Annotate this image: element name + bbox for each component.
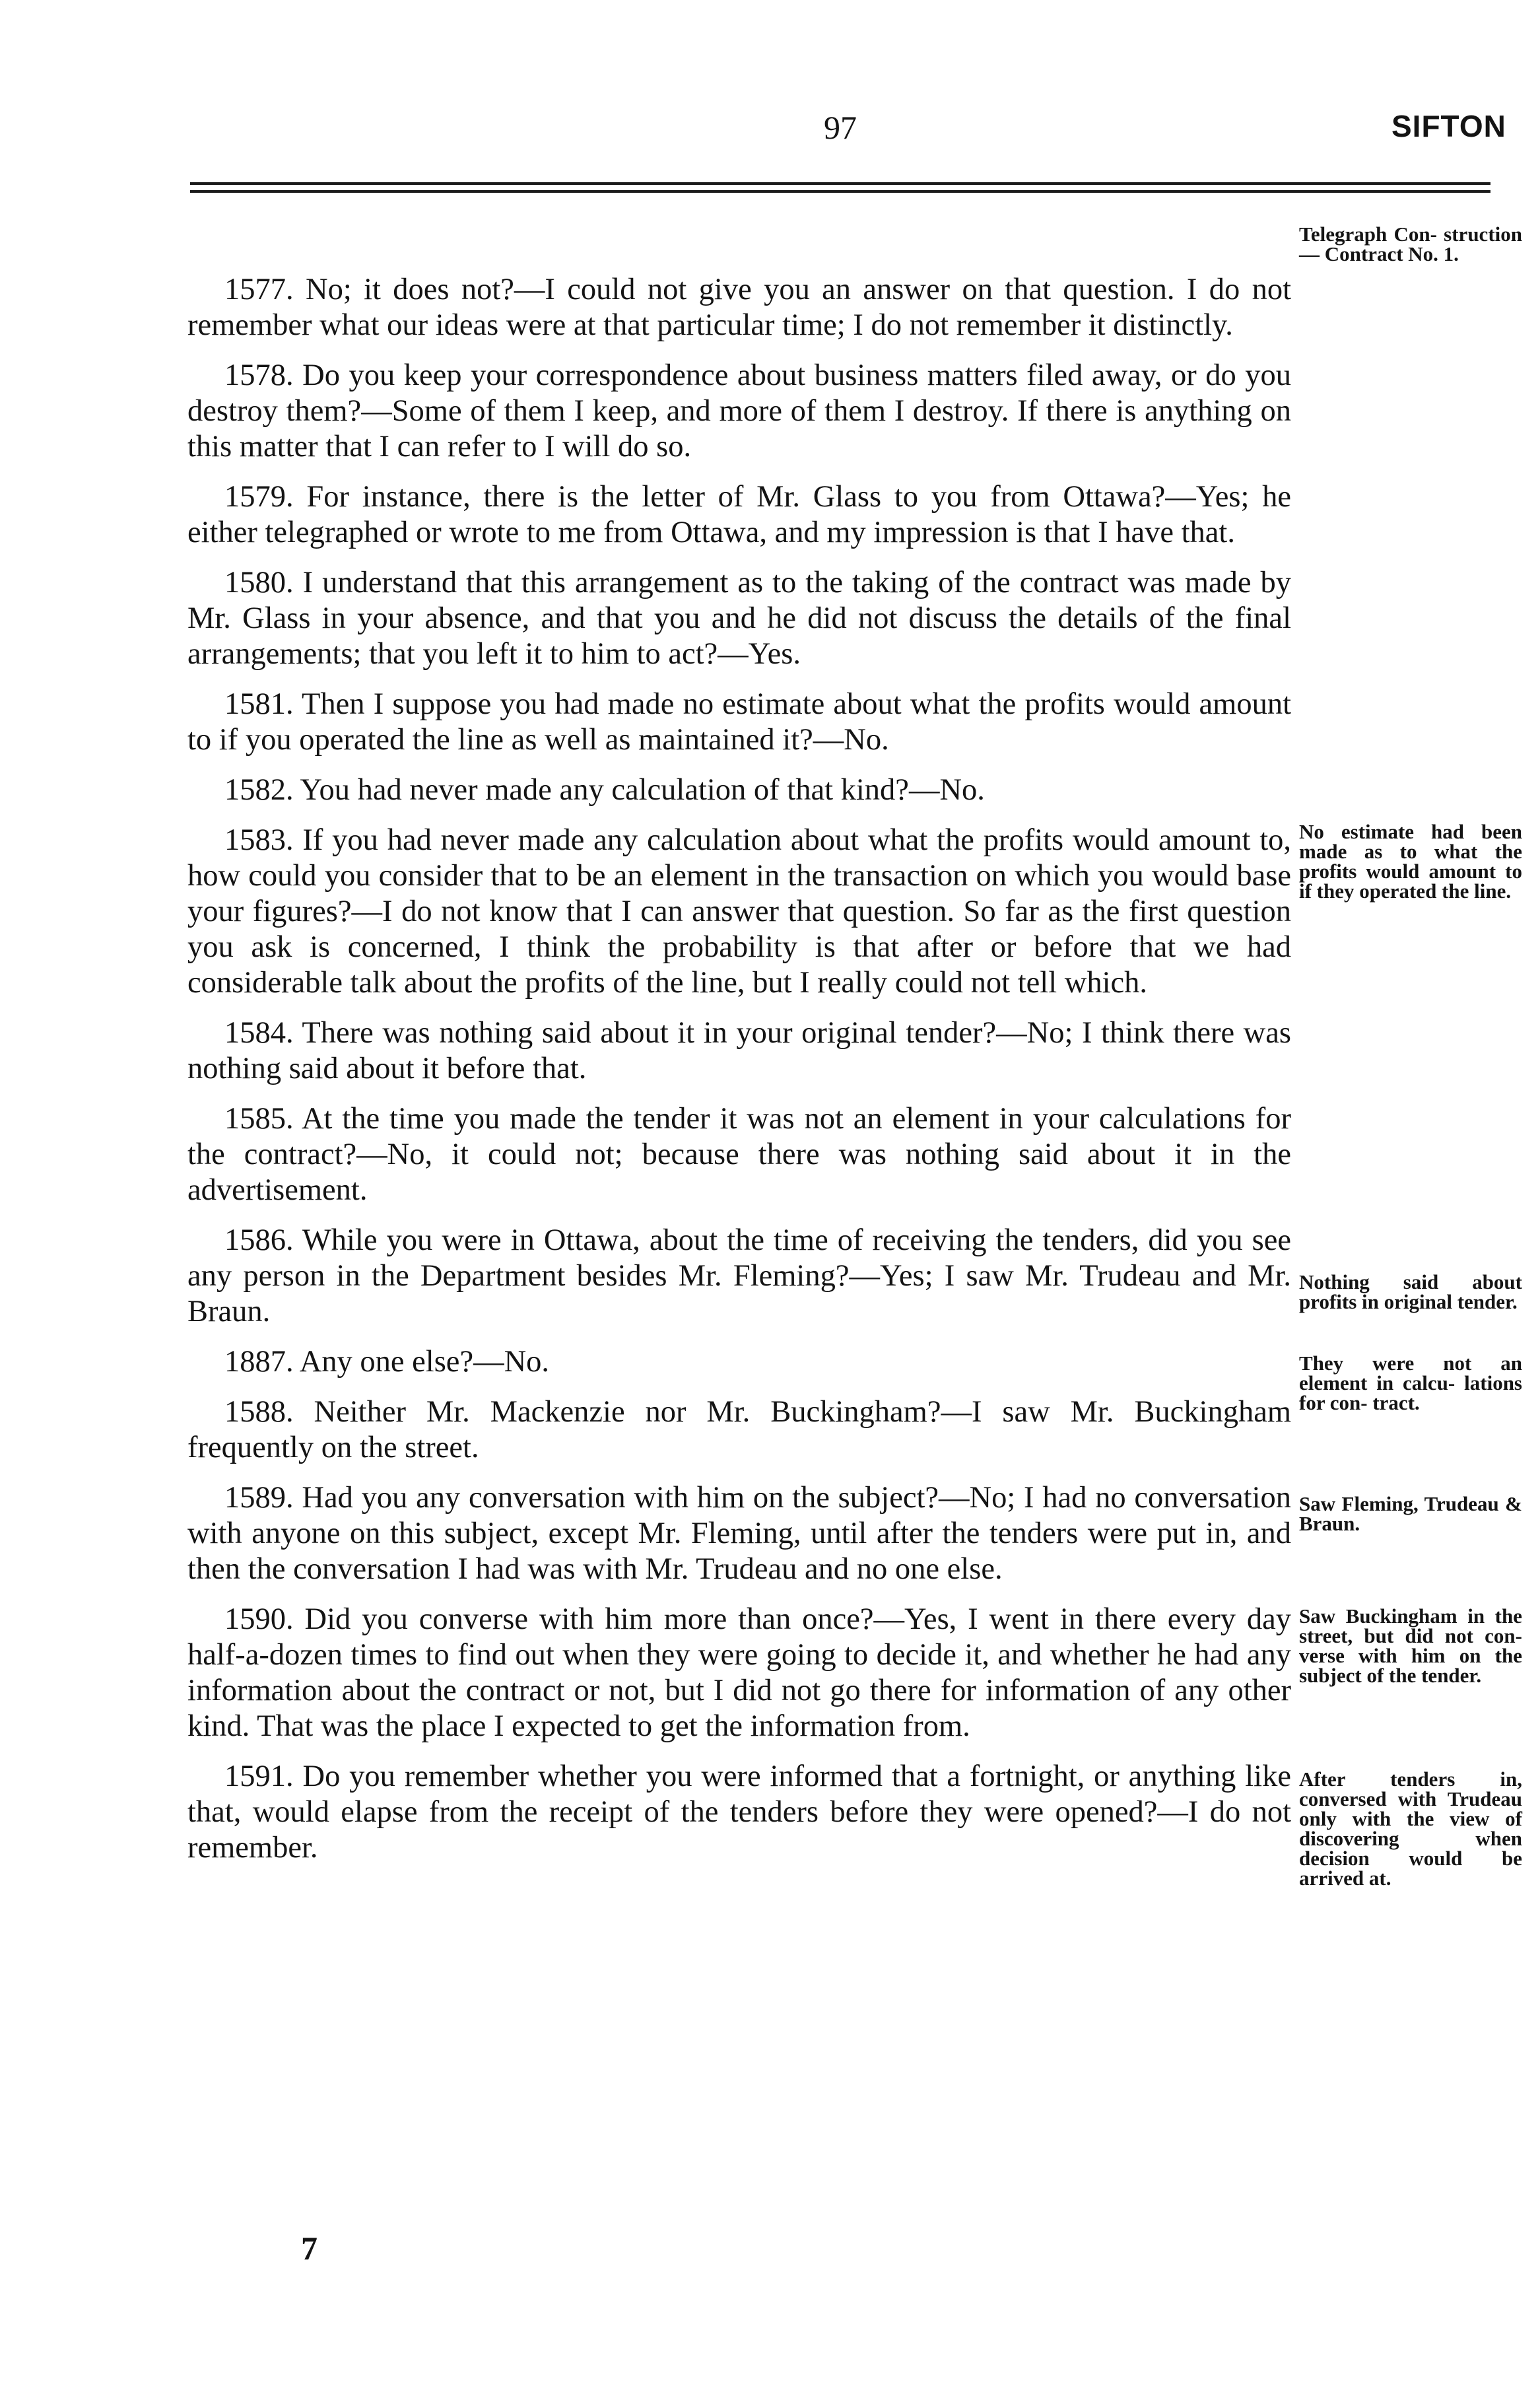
question-number: 1582. (224, 773, 294, 807)
question-text: While you were in Ottawa, about the time of receiving the tenders, did you see any person in the Department besides Mr. Fleming?—Yes; I saw Mr. Trudeau and Mr. Braun. (187, 1223, 1291, 1328)
question-answer (187, 1015, 1291, 1087)
page-number: 97 (824, 109, 857, 146)
question-number: 1577. (224, 273, 294, 306)
question-answer (187, 272, 1291, 343)
question-number: 1579. (224, 480, 294, 514)
question-number: 1584. (224, 1016, 294, 1050)
question-number: 1590. (224, 1602, 294, 1636)
question-text: For instance, there is the letter of Mr. Glass to you from Ottawa?—Yes; he either telegraphed or wrote to me from Ottawa, and my impression is that I have that. (187, 480, 1292, 549)
question-answer (187, 1602, 1291, 1744)
signature-mark: 7 (301, 2230, 318, 2267)
testimony-body (187, 272, 1291, 1880)
running-head: SIFTON (1391, 109, 1506, 143)
question-answer (187, 565, 1291, 672)
question-number: 1588. (224, 1395, 294, 1429)
sidenote-no-estimate: No estimate had been made as to what the profits would amount to if they operated the line. (1299, 820, 1522, 903)
sidenote-saw-buckingham: Saw Buckingham in the street, but did not con- verse with him on the subject of the tender. (1299, 1604, 1522, 1687)
header-rule (190, 182, 1490, 185)
question-answer (187, 823, 1291, 1001)
question-text: Do you remember whether you were informed that a fortnight, or anything like that, would elapse from the receipt of the tenders before they were opened?—I do not remember. (187, 1760, 1291, 1865)
question-text: Neither Mr. Mackenzie nor Mr. Buckingham?—I saw Mr. Buckingham frequently on the street. (187, 1395, 1292, 1464)
question-number: 1591. (224, 1760, 294, 1793)
sidenote-telegraph-contract: Telegraph Con- struction — Contract No. 1. (1299, 223, 1522, 265)
question-text: Do you keep your correspondence about business matters filed away, or do you destroy them?—Some of them I keep, and more of them I destroy. If there is anything on this matter that I can refer to I will do so. (187, 359, 1292, 463)
question-answer (187, 687, 1291, 758)
sidenote-nothing-said: Nothing said about profits in original tender. (1299, 1270, 1522, 1313)
question-answer (187, 479, 1291, 551)
question-number: 1589. (224, 1481, 294, 1515)
question-text: I understand that this arrangement as to the taking of the contract was made by Mr. Glass in your absence, and that you and he did not discuss the details of the final arrangements; that you left it to him to act?—Yes. (187, 566, 1292, 671)
question-answer (187, 1344, 1291, 1380)
question-number: 1581. (224, 687, 294, 721)
question-text: There was nothing said about it in your original tender?—No; I think there was nothing said about it before that. (187, 1016, 1291, 1085)
question-text: No; it does not?—I could not give you an answer on that question. I do not remember what our ideas were at that particular time; I do not remember it distinctly. (187, 273, 1292, 342)
question-text: At the time you made the tender it was not an element in your calculations for the contract?—No, it could not; because there was nothing said about it in the advertisement. (187, 1102, 1291, 1207)
question-text: You had never made any calculation of that kind?—No. (300, 773, 985, 807)
question-answer (187, 1759, 1291, 1866)
question-text: Had you any conversation with him on the subject?—No; I had no conversation with anyone on this subject, except Mr. Fleming, until after the tenders were put in, and then the conversation I had was with Mr. Trudeau and no one else. (187, 1481, 1292, 1586)
question-answer (187, 1480, 1291, 1587)
question-number: 1578. (224, 359, 294, 392)
question-number: 1585. (224, 1102, 294, 1136)
sidenote-not-an-element: They were not an element in calcu- lations for con- tract. (1299, 1352, 1522, 1414)
question-text: Then I suppose you had made no estimate about what the profits would amount to if you operated the line as well as maintained it?—No. (187, 687, 1291, 757)
question-text: Any one else?—No. (299, 1345, 550, 1379)
question-number: 1887. (224, 1345, 294, 1379)
question-answer (187, 1223, 1291, 1330)
question-text: If you had never made any calculation about what the profits would amount to, how could you consider that to be an element in the transaction on which you would base your figures?—I do not know that I can answer that question. So far as the first question you ask is concerned, I think the probability is that after or before that we had considerable talk about the profits of the line, but I really could not tell which. (187, 823, 1292, 1000)
question-answer (187, 1101, 1291, 1208)
question-answer (187, 358, 1291, 465)
question-number: 1583. (224, 823, 294, 857)
question-text: Did you converse with him more than once?—Yes, I went in there every day half-a-dozen times to find out when they were going to decide it, and whether he had any information about the contract or not, but I did not go there for information of any other kind. That was the place I expected to get the information from. (187, 1602, 1292, 1743)
question-answer (187, 772, 1291, 808)
question-number: 1586. (224, 1223, 294, 1257)
sidenote-after-tenders: After tenders in, conversed with Trudeau only with the view of discovering when decision would be arrived at. (1299, 1767, 1522, 1890)
header-rule (190, 190, 1490, 193)
question-answer (187, 1394, 1291, 1466)
sidenote-saw-fleming: Saw Fleming, Trudeau & Braun. (1299, 1492, 1522, 1535)
question-number: 1580. (224, 566, 294, 600)
